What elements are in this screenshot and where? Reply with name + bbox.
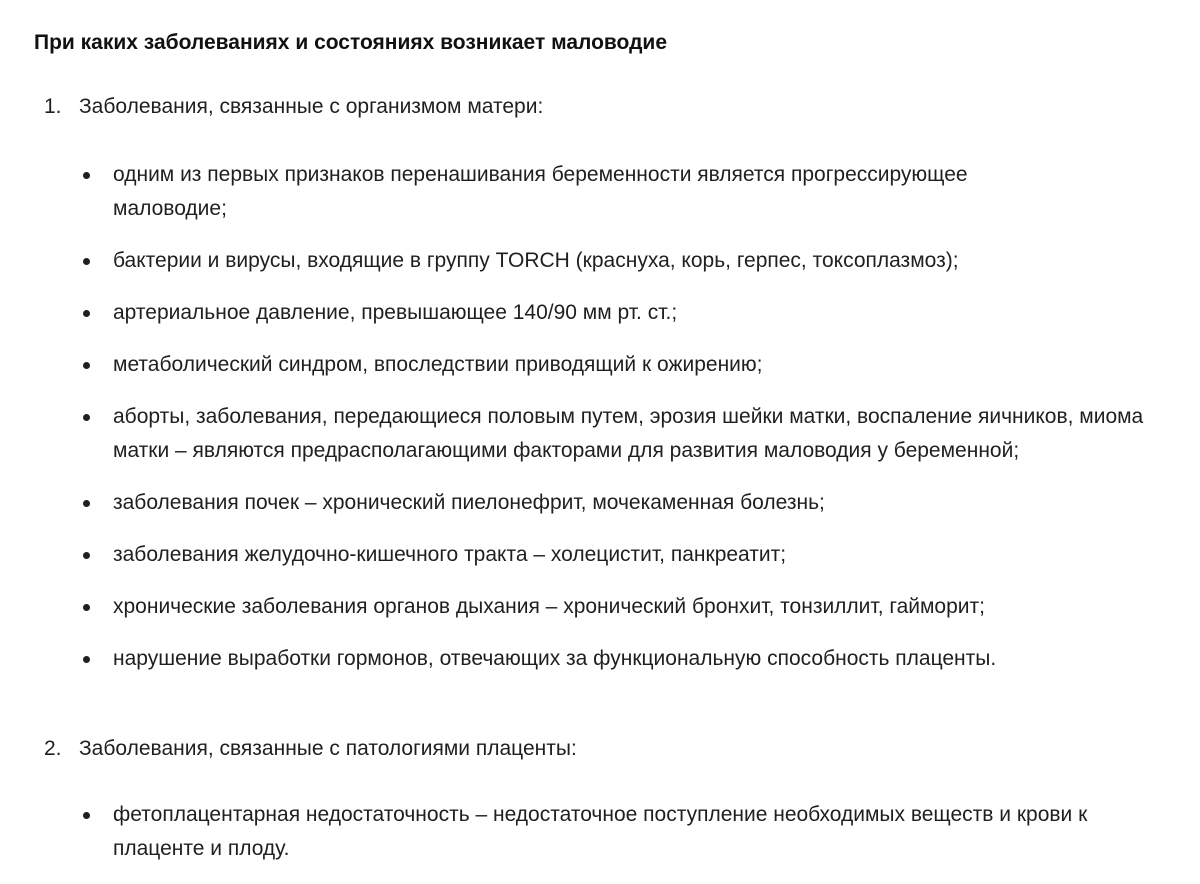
section-1-bullet-list bbox=[34, 158, 1184, 694]
list-item bbox=[34, 348, 1184, 382]
bullet-icon bbox=[83, 310, 90, 317]
bullet-icon bbox=[83, 812, 90, 819]
list-item-text: нарушение выработки гормонов, отвечающих за функциональную способность плаценты. bbox=[113, 647, 997, 670]
list-item bbox=[34, 400, 1193, 468]
section-title-text: Заболевания, связанные с организмом матери: bbox=[79, 95, 544, 118]
bullet-icon bbox=[83, 172, 90, 179]
list-item-text: заболевания почек – хронический пиелонефрит, мочекаменная болезнь; bbox=[113, 491, 825, 514]
section-2 bbox=[34, 732, 1184, 766]
bullet-icon bbox=[83, 552, 90, 559]
section-1 bbox=[34, 90, 1184, 124]
list-item bbox=[34, 244, 1184, 278]
bullet-icon bbox=[83, 656, 90, 663]
list-item bbox=[34, 538, 1184, 572]
list-item-text: одним из первых признаков перенашивания беременности является прогрессирующее маловодие; bbox=[113, 163, 968, 220]
list-item-text: аборты, заболевания, передающиеся половым путем, эрозия шейки матки, воспаление яичников, миома матки – являются предрасполагающими факторами для развития маловодия у беременной; bbox=[113, 405, 1144, 462]
section-2-bullet-list bbox=[34, 798, 1184, 884]
list-item bbox=[34, 296, 1184, 330]
list-item-text: артериальное давление, превышающее 140/90 мм рт. ст.; bbox=[113, 301, 678, 324]
section-title bbox=[34, 732, 1184, 766]
section-number: 2. bbox=[44, 737, 62, 760]
bullet-icon bbox=[83, 362, 90, 369]
list-item-text: метаболический синдром, впоследствии приводящий к ожирению; bbox=[113, 353, 763, 376]
list-item bbox=[34, 590, 1184, 624]
list-item bbox=[34, 798, 1113, 866]
bullet-icon bbox=[83, 500, 90, 507]
bullet-icon bbox=[83, 604, 90, 611]
list-item-text: фетоплацентарная недостаточность – недостаточное поступление необходимых веществ и крови к плаценте и плоду. bbox=[113, 803, 1088, 860]
list-item-text: хронические заболевания органов дыхания – хронический бронхит, тонзиллит, гайморит; bbox=[113, 595, 985, 618]
bullet-icon bbox=[83, 258, 90, 265]
list-item-text: бактерии и вирусы, входящие в группу TORCH (краснуха, корь, герпес, токсоплазмоз); bbox=[113, 249, 959, 272]
list-item bbox=[34, 642, 1184, 676]
section-title bbox=[34, 90, 1184, 124]
list-item-text: заболевания желудочно-кишечного тракта – холецистит, панкреатит; bbox=[113, 543, 787, 566]
bullet-icon bbox=[83, 414, 90, 421]
section-title-text: Заболевания, связанные с патологиями плаценты: bbox=[79, 737, 577, 760]
article-heading: При каких заболеваниях и состояниях возникает маловодие bbox=[34, 31, 668, 54]
section-number: 1. bbox=[44, 95, 62, 118]
list-item bbox=[34, 158, 1063, 226]
list-item bbox=[34, 486, 1184, 520]
